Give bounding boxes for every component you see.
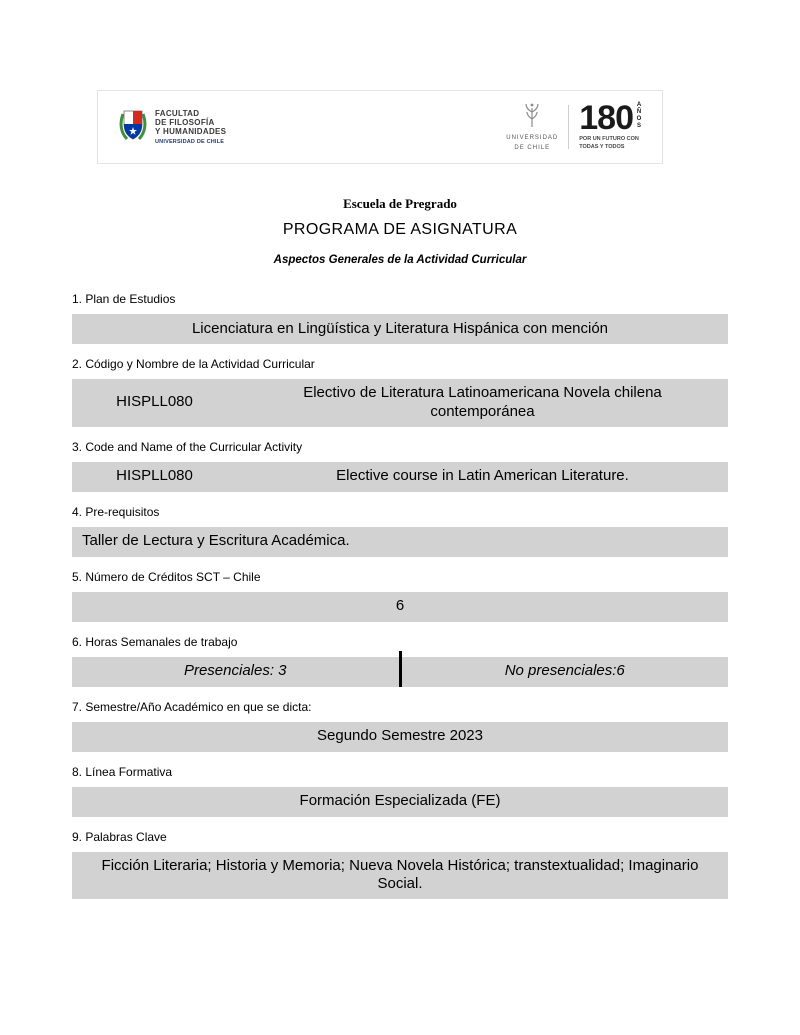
logo-divider	[568, 105, 569, 149]
facultad-text-line3: Y HUMANIDADES	[155, 127, 227, 137]
section-codigo-nombre	[72, 357, 728, 427]
section-label-prerequisitos: 4. Pre-requisitos	[72, 504, 160, 519]
section-code-name-en	[72, 440, 728, 492]
horas-value-bar	[72, 657, 728, 687]
section-palabras-clave	[72, 830, 728, 900]
section-prerequisitos	[72, 505, 728, 557]
program-title: PROGRAMA DE ASIGNATURA	[282, 221, 518, 238]
section-label-plan: 1. Plan de Estudios	[72, 292, 176, 306]
school-title: Escuela de Pregrado	[343, 196, 457, 211]
section-label-horas: 6. Horas Semanales de trabajo	[72, 634, 238, 649]
palabras-value-bar	[72, 852, 728, 900]
linea-value-bar	[72, 787, 728, 817]
codigo-code: HISPLL080	[116, 393, 193, 411]
facultad-text-line4: UNIVERSIDAD DE CHILE	[155, 138, 225, 145]
linea-value: Formación Especializada (FE)	[299, 792, 501, 810]
plan-value-bar	[72, 314, 728, 344]
codigo-value-bar	[72, 379, 728, 427]
facultad-logo-text	[155, 109, 226, 145]
university-shield-icon	[118, 107, 148, 148]
plan-value: Licenciatura en Lingüística y Literatura Hispánica con mención	[191, 319, 609, 337]
aniversario-tagline-line1: POR UN FUTURO CON	[579, 135, 639, 142]
code-en-name: Elective course in Latin American Literature.	[336, 467, 629, 485]
aniversario-anos: AÑOS	[636, 102, 642, 131]
prerequisitos-value-bar	[72, 527, 728, 557]
section-plan-de-estudios	[72, 292, 728, 344]
section-label-codigo: 2. Código y Nombre de la Actividad Curricular	[72, 357, 315, 371]
section-creditos	[72, 570, 728, 622]
creditos-value-bar	[72, 592, 728, 622]
semestre-value-bar	[72, 722, 728, 752]
creditos-value: 6	[395, 597, 405, 615]
universidad-name-line2: DE CHILE	[514, 144, 551, 151]
prerequisitos-value: Taller de Lectura y Escritura Académica.	[82, 532, 350, 550]
aniversario-tagline-line2: TODAS Y TODOS	[579, 144, 625, 151]
section-semestre	[72, 700, 728, 752]
program-subtitle: Aspectos Generales de la Actividad Curricular	[273, 254, 527, 266]
section-linea-formativa	[72, 765, 728, 817]
facultad-text-line1: FACULTAD	[155, 109, 200, 119]
codigo-name: Electivo de Literatura Latinoamericana Novela chilena contemporánea	[303, 384, 662, 420]
universidad-180-logo	[506, 99, 642, 153]
header-logo-strip	[97, 90, 663, 164]
horas-presenciales: Presenciales: 3	[183, 662, 287, 680]
facultad-logo	[118, 107, 226, 148]
code-en-value-bar	[72, 462, 728, 492]
section-label-creditos: 5. Número de Créditos SCT – Chile	[72, 569, 261, 584]
palabras-value: Ficción Literaria; Historia y Memoria; Nueva Novela Histórica; transtextualidad; Imaginario Social.	[101, 856, 699, 893]
universidad-emblem-block	[506, 102, 558, 153]
section-label-palabras: 9. Palabras Clave	[72, 829, 167, 844]
universidad-name-line1: UNIVERSIDAD	[506, 134, 559, 141]
horas-no-presenciales: No presenciales:6	[504, 662, 625, 680]
section-label-semestre: 7. Semestre/Año Académico en que se dicta:	[72, 699, 312, 714]
section-horas-semanales	[72, 635, 728, 687]
document-content	[72, 196, 728, 912]
aniversario-number: 180	[579, 99, 633, 138]
aniversario-180-block	[579, 99, 642, 151]
facultad-text-line2: DE FILOSOFÍA	[155, 118, 215, 128]
section-label-linea: 8. Línea Formativa	[72, 764, 173, 779]
section-label-code-en: 3. Code and Name of the Curricular Activity	[72, 439, 303, 454]
semestre-value: Segundo Semestre 2023	[317, 727, 483, 745]
code-en-code: HISPLL080	[116, 467, 193, 485]
university-tree-icon	[521, 102, 543, 133]
